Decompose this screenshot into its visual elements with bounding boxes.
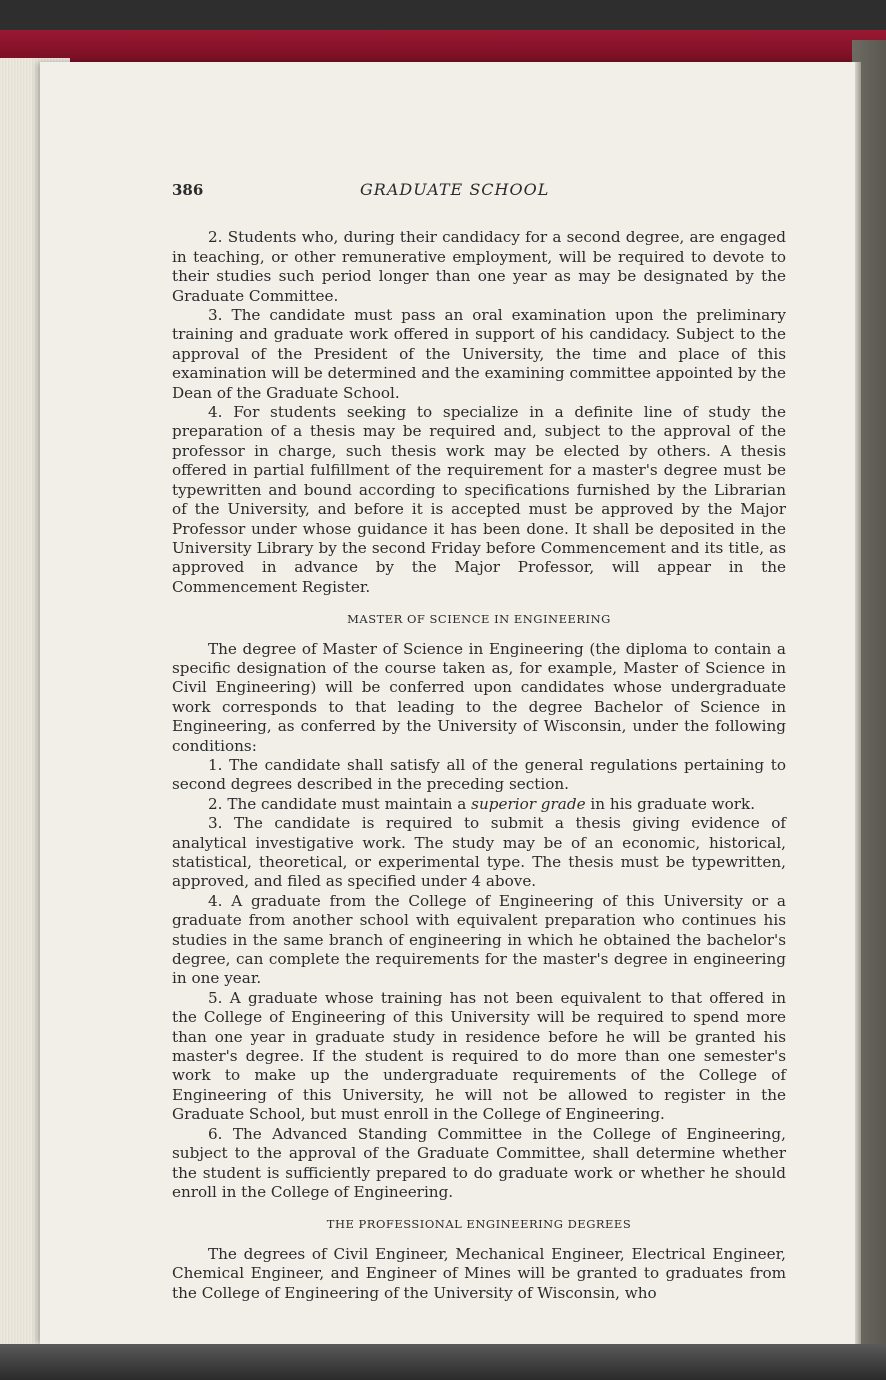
mse-item-2-after: in his graduate work. <box>585 794 756 813</box>
paragraph-4: 4. For students seeking to specialize in a definite line of study the preparation of a thesis may be required and, subject to the approval of the professor in charge, such thesis work may be elected by others. A thesis offered in partial fulfillment of the requirement for a master's degree must be typewritten and bound according to specifications furnished by the Librarian of the University, and before it is accepted must be approved by the Major Professor under whose guidance it has been done. It shall be deposited in the University Library by the second Friday before Commencement and its title, as approved in advance by the Major Professor, will appear in the Commencement Register. <box>172 403 786 596</box>
mse-item-1: 1. The candidate shall satisfy all of the general regulations pertaining to second degrees described in the preceding section. <box>172 755 786 794</box>
running-title: GRADUATE SCHOOL <box>360 180 550 199</box>
mse-item-4: 4. A graduate from the College of Engineering of this University or a graduate from another school with equivalent preparation who continues his studies in the same branch of engineering in which he obtained the bachelor's degree, can complete the requirements for the master's degree in engineering in one year. <box>172 891 786 988</box>
mse-item-5: 5. A graduate whose training has not been equivalent to that offered in the College of Engineering of this University will be required to spend more than one year in graduate study in residence before he will be granted his master's degree. If the student is required to do more than one semester's work to make up the undergraduate requirements of the College of Engineering of this University, he will not be allowed to register in the Graduate School, but must enroll in the College of Engineering. <box>172 988 786 1124</box>
page-text <box>172 180 786 1303</box>
paragraph-3: 3. The candidate must pass an oral examination upon the preliminary training and graduate work offered in support of his candidacy. Subject to the approval of the President of the University, the time and place of this examination will be determined and the examining committee appointed by the Dean of the Graduate School. <box>172 306 786 402</box>
section-heading-mse: MASTER OF SCIENCE IN ENGINEERING <box>347 612 611 627</box>
paragraph-2: 2. Students who, during their candidacy for a second degree, are engaged in teaching, or other remunerative employment, will be required to devote to their studies such period longer than one year as may be designated by the Graduate Committee. <box>172 228 786 305</box>
mse-item-3: 3. The candidate is required to submit a thesis giving evidence of analytical investigative work. The study may be of an economic, historical, statistical, theoretical, or experimental type. The thesis must be typewritten, approved, and filed as specified under 4 above. <box>172 814 786 891</box>
mse-item-2-emphasis: superior grade <box>471 794 586 813</box>
bottom-shadow <box>0 1344 886 1380</box>
mse-intro: The degree of Master of Science in Engineering (the diploma to contain a specific designation of the course taken as, for example, Master of Science in Civil Engineering) will be conferred upon candidates whose undergraduate work corresponds to that leading to the degree Bachelor of Science in Engineering, as conferred by the University of Wisconsin, under the following conditions: <box>172 639 786 755</box>
page-gutter <box>855 62 861 1344</box>
running-head <box>172 180 786 200</box>
mse-item-2-before: 2. The candidate must maintain a <box>208 794 472 813</box>
professional-intro: The degrees of Civil Engineer, Mechanical Engineer, Electrical Engineer, Chemical Engineer, and Engineer of Mines will be granted to graduates from the College of Engineering of the University of Wisconsin, who <box>172 1244 786 1302</box>
section-heading-professional: THE PROFESSIONAL ENGINEERING DEGREES <box>326 1217 632 1232</box>
page-number: 386 <box>172 181 204 199</box>
mse-item-6: 6. The Advanced Standing Committee in the College of Engineering, subject to the approval of the Graduate Committee, shall determine whether the student is sufficiently prepared to do graduate work or whether he should enroll in the College of Engineering. <box>172 1124 786 1201</box>
mse-item-2 <box>172 795 786 814</box>
